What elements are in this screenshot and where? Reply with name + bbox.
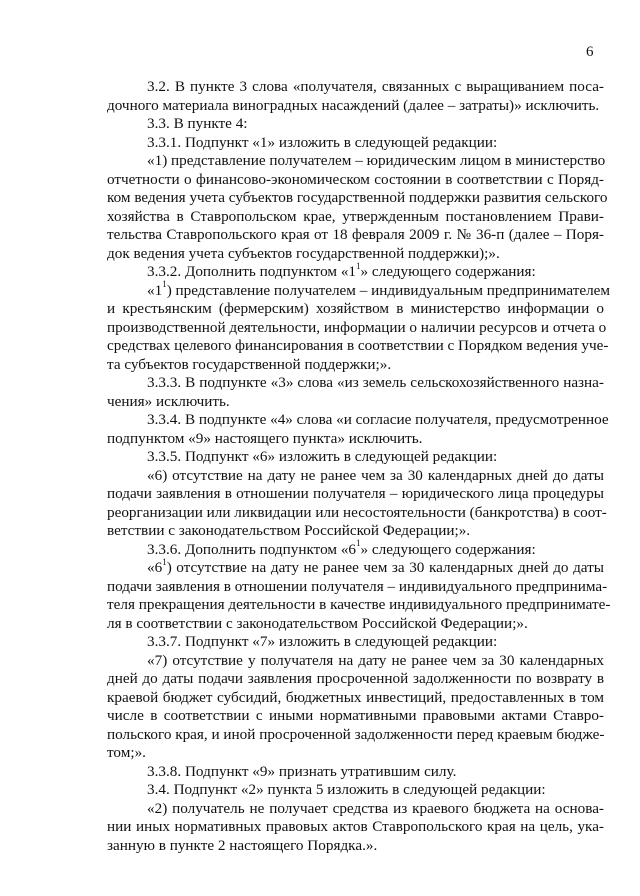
text-line: «2) получатель не получает средства из краевого бюджета на основа- <box>147 799 604 817</box>
text-line: 3.3. В пункте 4: <box>147 115 248 132</box>
text-line: 3.4. Подпункт «2» пункта 5 изложить в следующей редакции: <box>147 781 546 798</box>
text-line: 3.3.5. Подпункт «6» изложить в следующей редакции: <box>147 448 498 465</box>
text-fragment: 3.3.6. Дополнить подпунктом «6 <box>147 540 357 558</box>
page-number: 6 <box>586 44 594 60</box>
text-line: ля в соответствии с законодательством Российской Федерации;». <box>107 614 528 632</box>
document-body <box>107 78 611 855</box>
text-fragment: ) представление получателем – индивидуальным предпринимателем <box>166 281 611 299</box>
text-line: 3.3.3. В подпункте «3» слова «из земель сельскохозяйственного назна- <box>147 374 604 391</box>
text-line <box>107 260 604 282</box>
text-line: дней до даты подачи заявления просроченной задолженности по возврату в <box>107 670 604 687</box>
text-line: польского края, и иной просроченной задолженности перед краевым бюдже- <box>107 725 605 743</box>
text-line: тельства Ставропольского края от 18 февраля 2009 г. № 36-п (далее – Поря- <box>107 226 604 243</box>
superscript: 1 <box>162 279 167 290</box>
text-line <box>107 556 604 578</box>
text-line: реорганизации или ликвидации или несостоятельности (банкротства) в соот- <box>107 503 607 521</box>
text-line: отчетности о финансово-экономическом состоянии в соответствии с Поряд- <box>107 170 604 188</box>
text-line: подачи заявления в отношении получателя – юридического лица процедуры <box>107 485 604 502</box>
text-line: том;». <box>107 744 146 761</box>
text-line: «7) отсутствие у получателя на дату не ранее чем за 30 календарных <box>147 651 604 669</box>
text-line: ком ведения учета субъектов государственной поддержки развития сельского <box>107 189 608 206</box>
text-fragment: » следующего содержания: <box>360 263 536 280</box>
text-line: теля прекращения деятельности в качестве индивидуального предпринимате- <box>107 596 611 613</box>
text-line: 3.3.8. Подпункт «9» признать утратившим силу. <box>147 762 457 780</box>
text-line: ветствии с законодательством Российской Федерации;». <box>107 522 471 539</box>
superscript: 1 <box>356 260 361 271</box>
text-line: подпунктом «9» настоящего пункта» исключить. <box>107 429 423 447</box>
text-line: 3.2. В пункте 3 слова «получателя, связанных с выращиванием поса- <box>147 78 604 95</box>
text-line: «6) отсутствие на дату не ранее чем за 30 календарных дней до даты <box>147 466 604 484</box>
text-fragment: «6 <box>147 559 163 576</box>
text-line: 3.3.1. Подпункт «1» изложить в следующей редакции: <box>147 133 498 151</box>
text-line: производственной деятельности, информации о наличии ресурсов и отчета о <box>107 318 607 336</box>
text-fragment: «1 <box>147 281 163 299</box>
text-line: средствах целевого финансирования в соответствии с Порядком ведения уче- <box>107 337 609 354</box>
text-line <box>107 538 604 560</box>
text-line: 3.3.7. Подпункт «7» изложить в следующей редакции: <box>147 633 498 650</box>
text-line: занную в пункте 2 настоящего Порядка.». <box>107 836 378 854</box>
superscript: 1 <box>162 556 167 567</box>
text-line <box>107 279 611 301</box>
text-line: нии иных нормативных правовых актов Ставропольского края на цель, ука- <box>107 818 604 835</box>
text-line: «1) представление получателем – юридическим лицом в министерство <box>147 152 606 169</box>
text-line: дочного материала виноградных насаждений (далее – затраты)» исключить. <box>107 96 600 114</box>
text-line: хозяйства в Ставропольском крае, утвержденным постановлением Прави- <box>107 207 604 225</box>
text-line: чения» исключить. <box>107 392 230 410</box>
text-line: подачи заявления в отношении получателя – индивидуального предпринима- <box>107 577 608 595</box>
text-line: 3.3.4. В подпункте «4» слова «и согласие получателя, предусмотренное <box>147 411 609 428</box>
text-line: краевой бюджет субсидий, бюджетных инвестиций, предоставленных в том <box>107 688 604 706</box>
text-fragment: 3.3.2. Дополнить подпунктом «1 <box>147 263 357 280</box>
text-fragment: ) отсутствие на дату не ранее чем за 30 календарных дней до даты <box>166 559 604 576</box>
superscript: 1 <box>356 538 361 549</box>
text-fragment: » следующего содержания: <box>360 540 536 558</box>
text-line: док ведения учета субъектов государственной поддержки);». <box>107 244 500 262</box>
text-line: та субъектов государственной поддержки;». <box>107 355 392 373</box>
text-line: и крестьянским (фермерским) хозяйством в министерство информации о <box>107 300 604 317</box>
text-line: числе в соответствии с иными нормативными правовыми актами Ставро- <box>107 707 604 724</box>
